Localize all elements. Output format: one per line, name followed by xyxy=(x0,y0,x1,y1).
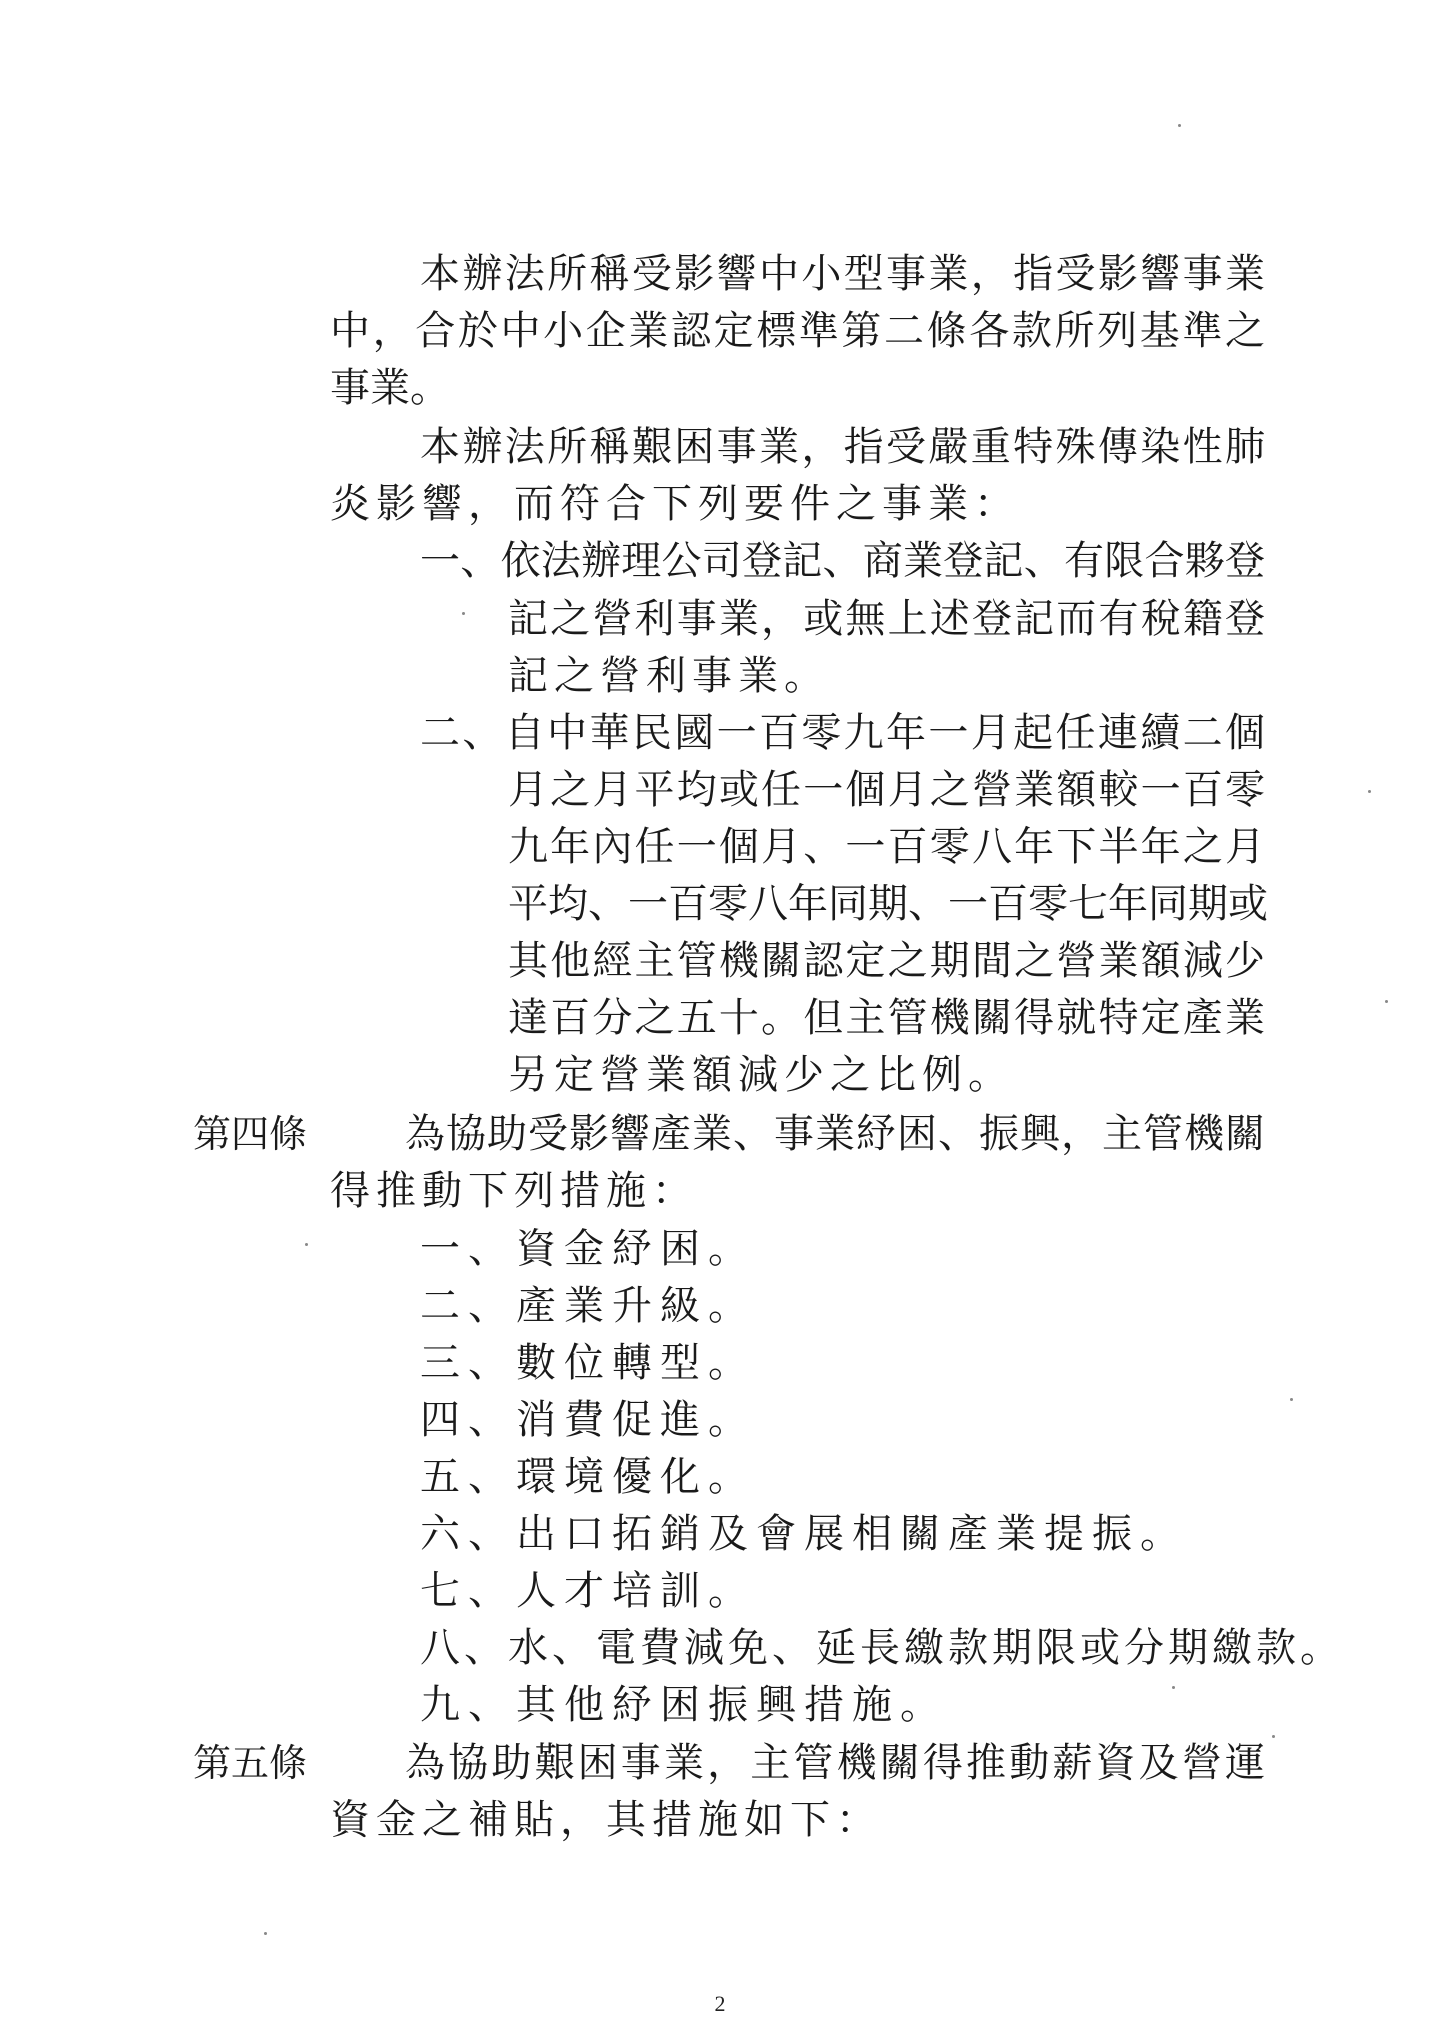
item-2-line-4: 平均、一百零八年同期、一百零七年同期或 xyxy=(508,881,1268,927)
scan-speck xyxy=(305,1243,308,1246)
paragraph-1-line-2: 中，合於中小企業認定標準第二條各款所列基準之 xyxy=(330,308,1265,354)
article-5-label: 第五條 xyxy=(193,1741,308,1785)
article-4-item-3: 三、數位轉型。 xyxy=(420,1340,756,1386)
article-4-item-6: 六、出口拓銷及會展相關產業提振。 xyxy=(420,1511,1188,1557)
paragraph-1-line-3: 事業。 xyxy=(330,365,450,411)
scan-speck xyxy=(1272,1735,1275,1738)
scan-speck xyxy=(1290,1398,1293,1401)
scan-speck xyxy=(1385,1000,1388,1003)
article-4-item-7: 七、人才培訓。 xyxy=(420,1568,756,1614)
scan-speck xyxy=(1178,124,1181,127)
article-4-item-4: 四、消費促進。 xyxy=(420,1397,756,1443)
article-5-line-2: 資金之補貼，其措施如下： xyxy=(330,1797,882,1843)
article-4-line-1: 為協助受影響產業、事業紓困、振興，主管機關 xyxy=(405,1111,1265,1157)
scan-speck xyxy=(1368,790,1371,793)
item-2-line-6: 達百分之五十。但主管機關得就特定產業 xyxy=(508,995,1265,1041)
article-4-item-5: 五、環境優化。 xyxy=(420,1454,756,1500)
article-4-item-1: 一、資金紓困。 xyxy=(420,1226,756,1272)
item-2-line-7: 另定營業額減少之比例。 xyxy=(508,1052,1014,1098)
article-5-line-1: 為協助艱困事業，主管機關得推動薪資及營運 xyxy=(405,1740,1265,1786)
item-1-line-2: 記之營利事業，或無上述登記而有稅籍登 xyxy=(508,596,1265,642)
item-1-line-3: 記之營利事業。 xyxy=(508,653,830,699)
scan-speck xyxy=(1172,1686,1175,1689)
scan-speck xyxy=(264,1932,267,1935)
article-4-item-8: 八、水、電費減免、延長繳款期限或分期繳款。 xyxy=(420,1625,1344,1671)
item-2-line-2: 月之月平均或任一個月之營業額較一百零 xyxy=(508,767,1265,813)
item-2-line-5: 其他經主管機關認定之期間之營業額減少 xyxy=(508,938,1265,984)
paragraph-2-line-1: 本辦法所稱艱困事業，指受嚴重特殊傳染性肺 xyxy=(420,424,1265,470)
article-4-item-9: 九、其他紓困振興措施。 xyxy=(420,1682,948,1728)
paragraph-1-line-1: 本辦法所稱受影響中小型事業，指受影響事業 xyxy=(420,251,1265,297)
scan-speck xyxy=(462,612,465,615)
page-number: 2 xyxy=(714,1991,726,2016)
article-4-item-2: 二、產業升級。 xyxy=(420,1283,756,1329)
item-1-line-1: 一、依法辦理公司登記、商業登記、有限合夥登 xyxy=(420,538,1265,584)
item-2-line-3: 九年內任一個月、一百零八年下半年之月 xyxy=(508,824,1265,870)
article-4-line-2: 得推動下列措施： xyxy=(330,1168,698,1214)
item-2-line-1: 二、自中華民國一百零九年一月起任連續二個 xyxy=(420,710,1265,756)
paragraph-2-line-2: 炎影響，而符合下列要件之事業： xyxy=(330,481,1020,527)
article-4-label: 第四條 xyxy=(193,1112,308,1156)
